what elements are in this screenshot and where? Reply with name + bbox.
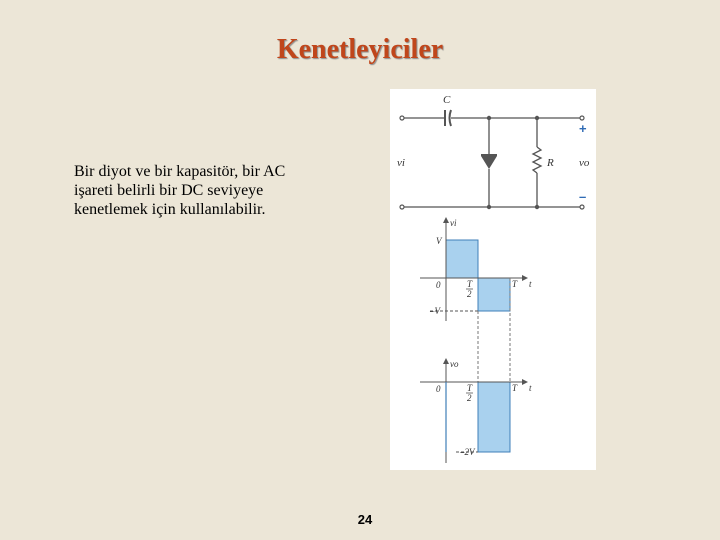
input-half-period-num: T [467, 279, 473, 289]
output-period-label: T [512, 383, 518, 393]
junction-dot [487, 116, 491, 120]
input-axis-label: vi [450, 218, 457, 228]
output-negative-pulse [478, 382, 510, 452]
capacitor-label: C [443, 94, 451, 106]
capacitor-plate-2 [450, 110, 452, 126]
input-x-arrow [522, 275, 528, 281]
input-level-zero: 0 [436, 280, 441, 290]
input-negative-pulse [478, 278, 510, 311]
clamper-diagram [390, 89, 596, 470]
input-positive-pulse [446, 240, 478, 278]
output-time-label: t [529, 383, 532, 393]
output-plus-sign: + [579, 121, 587, 136]
slide-description: Bir diyot ve bir kapasitör, bir AC işareti belirli bir DC seviyeye kenetlemek için kullanılabilir. [74, 163, 286, 218]
output-voltage-label: vo [579, 157, 590, 169]
output-x-arrow [522, 379, 528, 385]
resistor-zigzag [533, 147, 541, 173]
junction-dot [535, 205, 539, 209]
output-axis-label: vo [450, 359, 459, 369]
output-waveform [420, 358, 532, 463]
input-half-period-den: 2 [467, 289, 472, 299]
output-half-period-num: T [467, 383, 473, 393]
slide-title: Kenetleyiciler [276, 34, 444, 65]
input-level-high: V [436, 236, 442, 246]
output-minus-sign: – [579, 189, 587, 204]
junction-dot [487, 205, 491, 209]
diode-triangle [481, 156, 497, 169]
output-level-low: –2V [460, 447, 475, 457]
resistor-label: R [547, 157, 554, 169]
input-y-arrow [443, 217, 449, 223]
junction-dot [535, 116, 539, 120]
input-voltage-label: vi [397, 157, 405, 169]
input-terminal-bottom [400, 205, 404, 209]
input-waveform [420, 217, 532, 321]
input-time-label: t [529, 279, 532, 289]
clamper-figure [390, 89, 596, 470]
input-level-low: –V [430, 306, 440, 316]
input-period-label: T [512, 279, 518, 289]
output-terminal-top [580, 116, 584, 120]
output-terminal-bottom [580, 205, 584, 209]
input-terminal-top [400, 116, 404, 120]
output-y-arrow [443, 358, 449, 364]
output-half-period-den: 2 [467, 393, 472, 403]
output-level-zero: 0 [436, 384, 441, 394]
page-number: 24 [357, 512, 373, 527]
